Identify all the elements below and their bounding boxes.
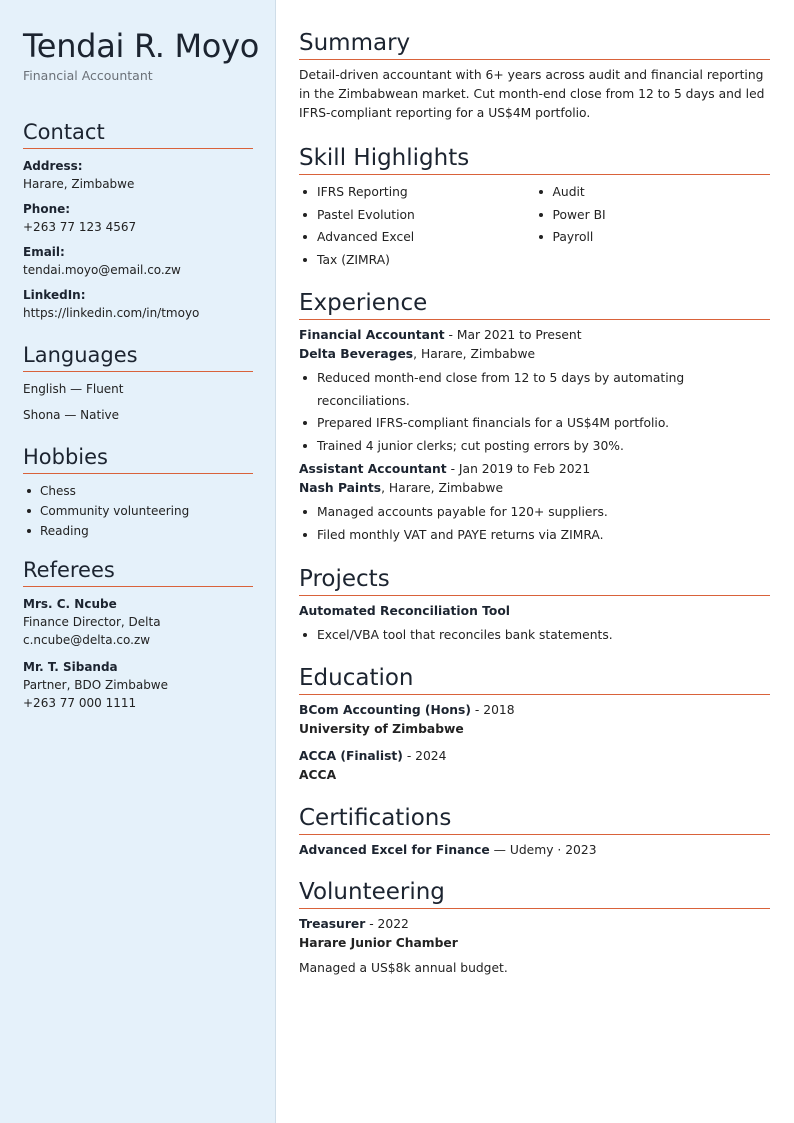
job-bullet: Prepared IFRS-compliant financials for a US$4M portfolio. <box>299 412 770 435</box>
certifications-section <box>299 805 770 860</box>
job-bullets <box>299 501 770 546</box>
degree-line <box>299 701 770 720</box>
projects-heading: Projects <box>299 566 770 596</box>
job-title: Assistant Accountant <box>299 462 447 476</box>
volunteer-year: - 2022 <box>365 916 409 931</box>
job-bullet: Filed monthly VAT and PAYE returns via ZIMRA. <box>299 524 770 547</box>
contact-heading: Contact <box>23 119 253 149</box>
skill-item: Power BI <box>535 204 771 227</box>
education-entry <box>299 701 770 739</box>
hobbies-heading: Hobbies <box>23 444 253 474</box>
job-location: , Harare, Zimbabwe <box>381 481 504 495</box>
volunteer-role: Treasurer <box>299 916 366 931</box>
job-bullet: Managed accounts payable for 120+ suppliers. <box>299 501 770 524</box>
summary-heading: Summary <box>299 30 770 60</box>
job-company-line <box>299 345 770 364</box>
referee-name: Mrs. C. Ncube <box>23 597 117 611</box>
contact-list <box>23 157 253 322</box>
sidebar <box>0 0 276 1123</box>
language-item: Shona — Native <box>23 408 120 422</box>
contact-label: Phone: <box>23 202 71 216</box>
certification-item <box>299 841 770 860</box>
job-title-line <box>299 326 770 345</box>
skill-item: Payroll <box>535 226 771 249</box>
job-title: Financial Accountant <box>299 328 445 342</box>
languages-section <box>23 342 253 424</box>
volunteer-description: Managed a US$8k annual budget. <box>299 960 508 975</box>
job-title-line <box>299 460 770 479</box>
school-name: University of Zimbabwe <box>299 721 464 736</box>
contact-value[interactable]: https://linkedin.com/in/tmoyo <box>23 306 200 320</box>
referee-item <box>23 658 253 712</box>
education-entry <box>299 747 770 785</box>
contact-phone <box>23 200 253 236</box>
projects-section <box>299 566 770 647</box>
degree-line <box>299 747 770 766</box>
project-bullet: Excel/VBA tool that reconciles bank statements. <box>299 624 770 647</box>
referee-title: Partner, BDO Zimbabwe <box>23 678 169 692</box>
candidate-role: Financial Accountant <box>23 68 153 83</box>
degree-year: - 2018 <box>470 702 515 717</box>
referee-title: Finance Director, Delta <box>23 615 161 629</box>
job-company: Delta Beverages <box>299 347 414 361</box>
skill-item: Audit <box>535 181 771 204</box>
job-bullet: Trained 4 junior clerks; cut posting errors by 30%. <box>299 435 770 458</box>
project-title <box>299 602 770 621</box>
languages-heading: Languages <box>23 342 253 372</box>
referees-section <box>23 557 253 712</box>
job-dates: - Mar 2021 to Present <box>444 328 582 342</box>
referee-contact: +263 77 000 1111 <box>23 696 137 710</box>
skills-column-1 <box>299 181 535 271</box>
referee-name: Mr. T. Sibanda <box>23 660 118 674</box>
contact-email <box>23 243 253 279</box>
job-company-line <box>299 479 770 498</box>
skills-heading: Skill Highlights <box>299 145 770 175</box>
job-company: Nash Paints <box>299 481 382 495</box>
referee-item <box>23 595 253 649</box>
job-location: , Harare, Zimbabwe <box>413 347 536 361</box>
school-name: ACCA <box>299 767 337 782</box>
language-item: English — Fluent <box>23 382 124 396</box>
contact-linkedin <box>23 286 253 322</box>
degree-name: ACCA (Finalist) <box>299 748 403 763</box>
contact-label: Address: <box>23 159 83 173</box>
contact-value: +263 77 123 4567 <box>23 220 137 234</box>
job-entry <box>299 326 770 457</box>
degree-name: BCom Accounting (Hons) <box>299 702 471 717</box>
degree-year: - 2024 <box>402 748 447 763</box>
skills-columns <box>299 181 770 271</box>
job-entry <box>299 460 770 546</box>
education-section <box>299 665 770 785</box>
skills-section <box>299 145 770 271</box>
volunteer-role-line <box>299 915 770 934</box>
hobbies-section <box>23 444 253 541</box>
hobby-item: Chess <box>23 481 253 501</box>
skill-item: Advanced Excel <box>299 226 535 249</box>
project-bullets <box>299 624 770 647</box>
summary-section <box>299 30 770 123</box>
skill-item: Pastel Evolution <box>299 204 535 227</box>
job-bullets <box>299 367 770 457</box>
skill-item: IFRS Reporting <box>299 181 535 204</box>
candidate-name: Tendai R. Moyo <box>23 27 260 65</box>
hobby-item: Reading <box>23 521 253 541</box>
job-bullet: Reduced month-end close from 12 to 5 days by automating reconciliations. <box>299 367 770 412</box>
volunteer-org: Harare Junior Chamber <box>299 935 458 950</box>
experience-heading: Experience <box>299 290 770 320</box>
volunteering-heading: Volunteering <box>299 879 770 909</box>
skills-column-2 <box>535 181 771 271</box>
main-content <box>276 0 794 1123</box>
job-dates: - Jan 2019 to Feb 2021 <box>446 462 591 476</box>
certification-title: Advanced Excel for Finance <box>299 842 490 857</box>
certifications-heading: Certifications <box>299 805 770 835</box>
education-heading: Education <box>299 665 770 695</box>
referee-contact: c.ncube@delta.co.zw <box>23 633 151 647</box>
volunteering-section <box>299 879 770 978</box>
contact-label: LinkedIn: <box>23 288 86 302</box>
contact-value[interactable]: tendai.moyo@email.co.zw <box>23 263 181 277</box>
contact-section <box>23 119 253 322</box>
contact-value: Harare, Zimbabwe <box>23 177 135 191</box>
skill-item: Tax (ZIMRA) <box>299 249 535 272</box>
hobbies-list <box>23 481 253 541</box>
summary-text: Detail-driven accountant with 6+ years across audit and financial reporting in the Zimbabwean market. Cut month-end close from 12 to 5 days and led IFRS-compliant reporting for a US$4M portfolio. <box>299 68 765 120</box>
project-name: Automated Reconciliation Tool <box>299 604 510 618</box>
referees-heading: Referees <box>23 557 253 587</box>
hobby-item: Community volunteering <box>23 501 253 521</box>
contact-label: Email: <box>23 245 65 259</box>
contact-address <box>23 157 253 193</box>
certification-detail: — Udemy · 2023 <box>489 842 597 857</box>
experience-section <box>299 290 770 546</box>
